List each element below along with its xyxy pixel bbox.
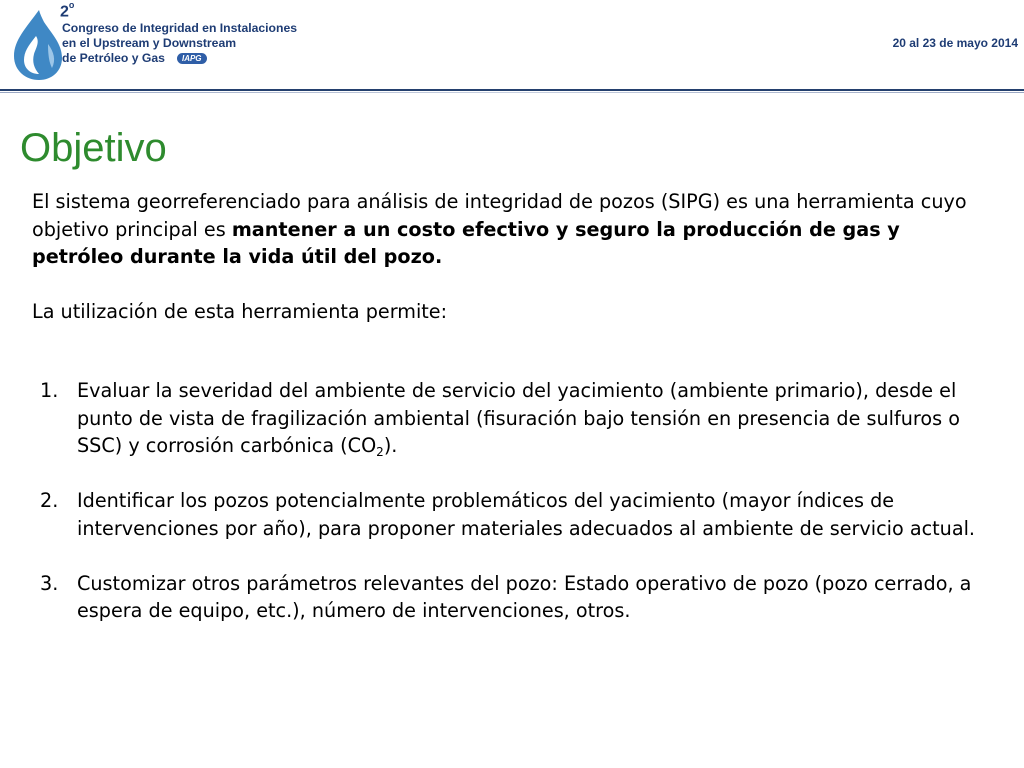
objectives-list <box>32 377 982 652</box>
event-date: 20 al 23 de mayo 2014 <box>892 36 1018 50</box>
congress-name <box>62 21 297 66</box>
slide-title: Objetivo <box>20 126 167 170</box>
header-divider-shadow <box>0 92 1024 93</box>
iapg-badge: IAPG <box>177 53 207 64</box>
intro-lead: La utilización de esta herramienta permite: <box>32 300 448 323</box>
congress-name-line2: en el Upstream y Downstream <box>62 36 237 50</box>
header-divider <box>0 89 1024 91</box>
intro-paragraph: El sistema georreferenciado para análisis de integridad de pozos (SIPG) es una herramienta cuyo objetivo principal es mantener a un costo efectivo y seguro la producción de gas y petróleo durante la vida útil del pozo. <box>32 190 967 268</box>
congress-name-line3: de Petróleo y Gas IAPG <box>62 51 297 66</box>
list-number: 1. <box>40 379 59 402</box>
edition-number: 2$^o$ <box>60 0 75 21</box>
list-item <box>32 570 982 625</box>
list-number: 2. <box>40 489 59 512</box>
list-item-text: Identificar los pozos potencialmente problemáticos del yacimiento (mayor índices de intervenciones por año), para proponer materiales adecuados al ambiente de servicio actual. <box>77 489 976 540</box>
list-item: 1. Evaluar la severidad del ambiente de servicio del yacimiento (ambiente primario), desde el punto de vista de fragilización ambiental (fisuración bajo tensión en presencia de sulfuros o SSC) y corrosión carbónica $(CO_2)$. <box>40 379 960 459</box>
intro-emphasis: mantener a un costo efectivo y seguro la producción de gas y petróleo durante la vida útil del pozo. <box>32 217 900 268</box>
water-drop-logo-icon <box>8 8 66 82</box>
congress-name-line1: Congreso de Integridad en Instalaciones <box>62 21 297 35</box>
list-item <box>32 487 982 542</box>
list-number: 3. <box>40 571 59 595</box>
list-item-text: Customizar otros parámetros relevantes del pozo: Estado operativo de pozo (pozo cerrado, a espera de equipo, etc.), número de intervenciones, otros. <box>77 571 972 622</box>
